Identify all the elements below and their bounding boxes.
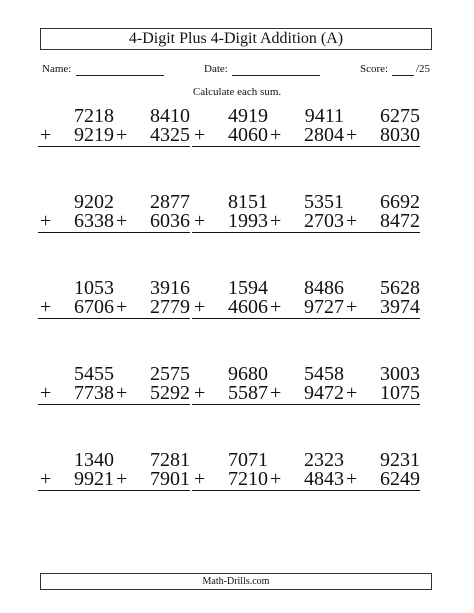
addition-problem [192, 365, 268, 405]
answer-line [114, 146, 190, 147]
bottom-row [192, 298, 268, 317]
bottom-addend: 6706 [74, 296, 114, 318]
plus-sign: + [346, 124, 358, 146]
top-addend: 3003 [380, 363, 420, 385]
bottom-addend: 6249 [380, 468, 420, 490]
bottom-row [38, 298, 114, 317]
addition-problem [192, 279, 268, 319]
plus-sign: + [270, 468, 282, 490]
answer-line [38, 404, 114, 405]
top-addend: 8410 [150, 105, 190, 127]
plus-sign: + [116, 382, 128, 404]
bottom-row [344, 470, 420, 489]
score-label: Score: [360, 63, 389, 75]
score-total: /25 [416, 63, 431, 75]
top-addend: 1340 [74, 449, 114, 471]
top-addend: 6275 [380, 105, 420, 127]
top-addend: 9231 [380, 449, 420, 471]
addition-problem [114, 451, 190, 491]
bottom-row [38, 384, 114, 403]
bottom-addend: 8030 [380, 124, 420, 146]
answer-line [268, 490, 344, 491]
plus-sign: + [40, 296, 52, 318]
answer-line [268, 146, 344, 147]
bottom-addend: 2703 [304, 210, 344, 232]
worksheet-title [40, 28, 432, 50]
plus-sign: + [270, 210, 282, 232]
addition-problem [38, 193, 114, 233]
plus-sign: + [346, 210, 358, 232]
bottom-addend: 4843 [304, 468, 344, 490]
bottom-row [268, 384, 344, 403]
bottom-addend: 6036 [150, 210, 190, 232]
bottom-row [114, 126, 190, 145]
bottom-addend: 3974 [380, 296, 420, 318]
addition-problem [268, 451, 344, 491]
top-addend: 2575 [150, 363, 190, 385]
bottom-addend: 5292 [150, 382, 190, 404]
score-line [392, 75, 414, 76]
addition-problem [114, 279, 190, 319]
answer-line [114, 232, 190, 233]
answer-line [114, 318, 190, 319]
addition-problem [192, 193, 268, 233]
addition-problem [38, 107, 114, 147]
footer [40, 573, 432, 590]
plus-sign: + [194, 382, 206, 404]
answer-line [268, 318, 344, 319]
bottom-row [344, 384, 420, 403]
answer-line [344, 146, 420, 147]
bottom-addend: 2804 [304, 124, 344, 146]
top-addend: 5455 [74, 363, 114, 385]
top-addend: 4919 [228, 105, 268, 127]
answer-line [192, 232, 268, 233]
answer-line [344, 318, 420, 319]
bottom-addend: 1993 [228, 210, 268, 232]
top-addend: 7218 [74, 105, 114, 127]
bottom-row [114, 470, 190, 489]
bottom-addend: 6338 [74, 210, 114, 232]
answer-line [192, 318, 268, 319]
bottom-addend: 9921 [74, 468, 114, 490]
bottom-addend: 9219 [74, 124, 114, 146]
instructions: Calculate each sum. [192, 86, 282, 98]
name-label: Name: [42, 63, 72, 75]
top-addend: 1053 [74, 277, 114, 299]
addition-problem [38, 451, 114, 491]
bottom-addend: 1075 [380, 382, 420, 404]
bottom-row [192, 126, 268, 145]
top-addend: 3916 [150, 277, 190, 299]
footer-site: Math-Drills.com [202, 576, 270, 587]
top-addend: 9411 [304, 105, 344, 127]
addition-problem [344, 193, 420, 233]
answer-line [344, 404, 420, 405]
addition-problem [268, 193, 344, 233]
plus-sign: + [346, 468, 358, 490]
top-addend: 1594 [228, 277, 268, 299]
bottom-addend: 5587 [228, 382, 268, 404]
answer-line [38, 146, 114, 147]
answer-line [38, 318, 114, 319]
answer-line [268, 232, 344, 233]
plus-sign: + [270, 124, 282, 146]
answer-line [344, 490, 420, 491]
top-addend: 2877 [150, 191, 190, 213]
answer-line [268, 404, 344, 405]
bottom-row [114, 212, 190, 231]
top-addend: 2323 [304, 449, 344, 471]
worksheet-title-text: 4-Digit Plus 4-Digit Addition (A) [128, 30, 344, 47]
plus-sign: + [346, 382, 358, 404]
addition-problem [268, 279, 344, 319]
plus-sign: + [194, 210, 206, 232]
bottom-row [344, 126, 420, 145]
bottom-addend: 2779 [150, 296, 190, 318]
addition-problem [192, 451, 268, 491]
bottom-row [268, 470, 344, 489]
bottom-row [192, 384, 268, 403]
top-addend: 5628 [380, 277, 420, 299]
bottom-row [114, 384, 190, 403]
top-addend: 8486 [304, 277, 344, 299]
plus-sign: + [194, 468, 206, 490]
addition-problem [268, 365, 344, 405]
plus-sign: + [270, 296, 282, 318]
answer-line [344, 232, 420, 233]
bottom-addend: 7738 [74, 382, 114, 404]
bottom-row [268, 126, 344, 145]
top-addend: 6692 [380, 191, 420, 213]
bottom-row [38, 212, 114, 231]
addition-problem [38, 279, 114, 319]
plus-sign: + [116, 468, 128, 490]
bottom-row [268, 212, 344, 231]
plus-sign: + [116, 210, 128, 232]
top-addend: 7071 [228, 449, 268, 471]
bottom-row [38, 470, 114, 489]
answer-line [38, 232, 114, 233]
top-addend: 5351 [304, 191, 344, 213]
bottom-row [344, 298, 420, 317]
plus-sign: + [194, 124, 206, 146]
bottom-row [192, 212, 268, 231]
bottom-addend: 7901 [150, 468, 190, 490]
addition-problem [192, 107, 268, 147]
top-addend: 9202 [74, 191, 114, 213]
top-addend: 7281 [150, 449, 190, 471]
addition-problem [114, 193, 190, 233]
answer-line [192, 146, 268, 147]
bottom-row [344, 212, 420, 231]
plus-sign: + [40, 124, 52, 146]
addition-problem [38, 365, 114, 405]
bottom-addend: 8472 [380, 210, 420, 232]
plus-sign: + [346, 296, 358, 318]
plus-sign: + [40, 468, 52, 490]
bottom-addend: 4325 [150, 124, 190, 146]
bottom-row [38, 126, 114, 145]
addition-problem [114, 365, 190, 405]
bottom-row [192, 470, 268, 489]
date-label: Date: [204, 63, 228, 75]
addition-problem [268, 107, 344, 147]
bottom-addend: 7210 [228, 468, 268, 490]
top-addend: 9680 [228, 363, 268, 385]
bottom-addend: 4606 [228, 296, 268, 318]
addition-problem [344, 451, 420, 491]
bottom-row [268, 298, 344, 317]
answer-line [192, 404, 268, 405]
plus-sign: + [40, 382, 52, 404]
name-line [76, 75, 164, 76]
date-line [232, 75, 320, 76]
addition-problem [344, 107, 420, 147]
top-addend: 5458 [304, 363, 344, 385]
answer-line [114, 490, 190, 491]
bottom-row [114, 298, 190, 317]
bottom-addend: 9472 [304, 382, 344, 404]
plus-sign: + [40, 210, 52, 232]
plus-sign: + [116, 124, 128, 146]
plus-sign: + [116, 296, 128, 318]
plus-sign: + [270, 382, 282, 404]
bottom-addend: 4060 [228, 124, 268, 146]
addition-problem [344, 365, 420, 405]
answer-line [114, 404, 190, 405]
bottom-addend: 9727 [304, 296, 344, 318]
answer-line [38, 490, 114, 491]
addition-problem [114, 107, 190, 147]
top-addend: 8151 [228, 191, 268, 213]
addition-problem [344, 279, 420, 319]
answer-line [192, 490, 268, 491]
plus-sign: + [194, 296, 206, 318]
